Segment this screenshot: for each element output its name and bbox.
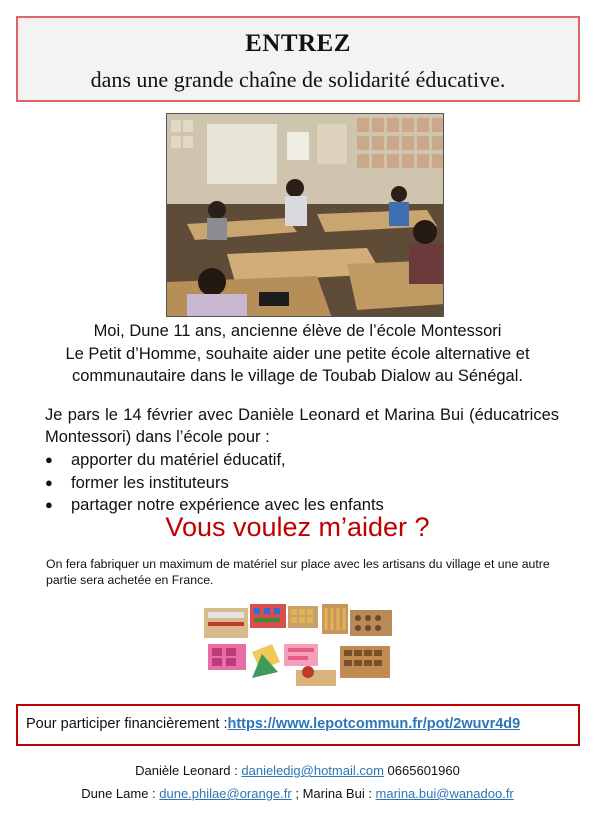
goals-list (45, 449, 525, 517)
bullet-icon: ● (45, 452, 53, 467)
bullet-icon: ● (45, 474, 53, 490)
list-item-text: apporter du matériel éducatif, (71, 451, 286, 469)
intro-line: Moi, Dune 11 ans, ancienne élève de l’école Montessori (93, 322, 502, 340)
classroom-photo (166, 113, 444, 317)
intro-text (30, 320, 565, 388)
contact-name: Dune Lame : (81, 786, 160, 801)
intro-line: Le Petit d’Homme, souhaite aider une petite école alternative et (65, 344, 530, 363)
donate-link[interactable]: https://www.lepotcommun.fr/pot/2wuvr4d9 (227, 716, 521, 732)
trip-paragraph: Je pars le 14 février avec Danièle Leonard et Marina Bui (éducatrices Montessori) dans l’école pour : (45, 406, 559, 446)
page-title: ENTREZ (245, 30, 351, 57)
donate-label: Pour participer financièrement : (26, 716, 228, 732)
list-item (45, 472, 525, 495)
list-item-text: partager notre expérience avec les enfants (71, 496, 384, 514)
email-link[interactable]: danieledig@hotmail.com (241, 763, 384, 778)
list-item-text: former les instituteurs (71, 473, 229, 492)
intro-line: communautaire dans le village de Toubab Dialow au Sénégal. (72, 367, 523, 385)
contact-separator: ; Marina Bui : (291, 786, 376, 801)
list-item (45, 449, 525, 472)
email-link[interactable]: dune.philae@orange.fr (159, 786, 292, 801)
email-link[interactable]: marina.bui@wanadoo.fr (375, 786, 514, 801)
header-box (16, 16, 580, 102)
call-to-action: Vous voulez m’aider ? (165, 512, 430, 542)
phone-number: 0665601960 (383, 763, 460, 778)
contact-name: Danièle Leonard : (135, 763, 242, 778)
page-subtitle: dans une grande chaîne de solidarité éducative. (90, 67, 506, 92)
contact-line-daniele (0, 763, 595, 778)
bullet-icon: ● (45, 497, 53, 512)
donate-box (16, 704, 580, 746)
contact-line-dune-marina (0, 786, 595, 801)
montessori-materials-image (200, 600, 396, 692)
note-text: On fera fabriquer un maximum de matériel sur place avec les artisans du village et une autre partie sera achetée en France. (46, 557, 550, 587)
